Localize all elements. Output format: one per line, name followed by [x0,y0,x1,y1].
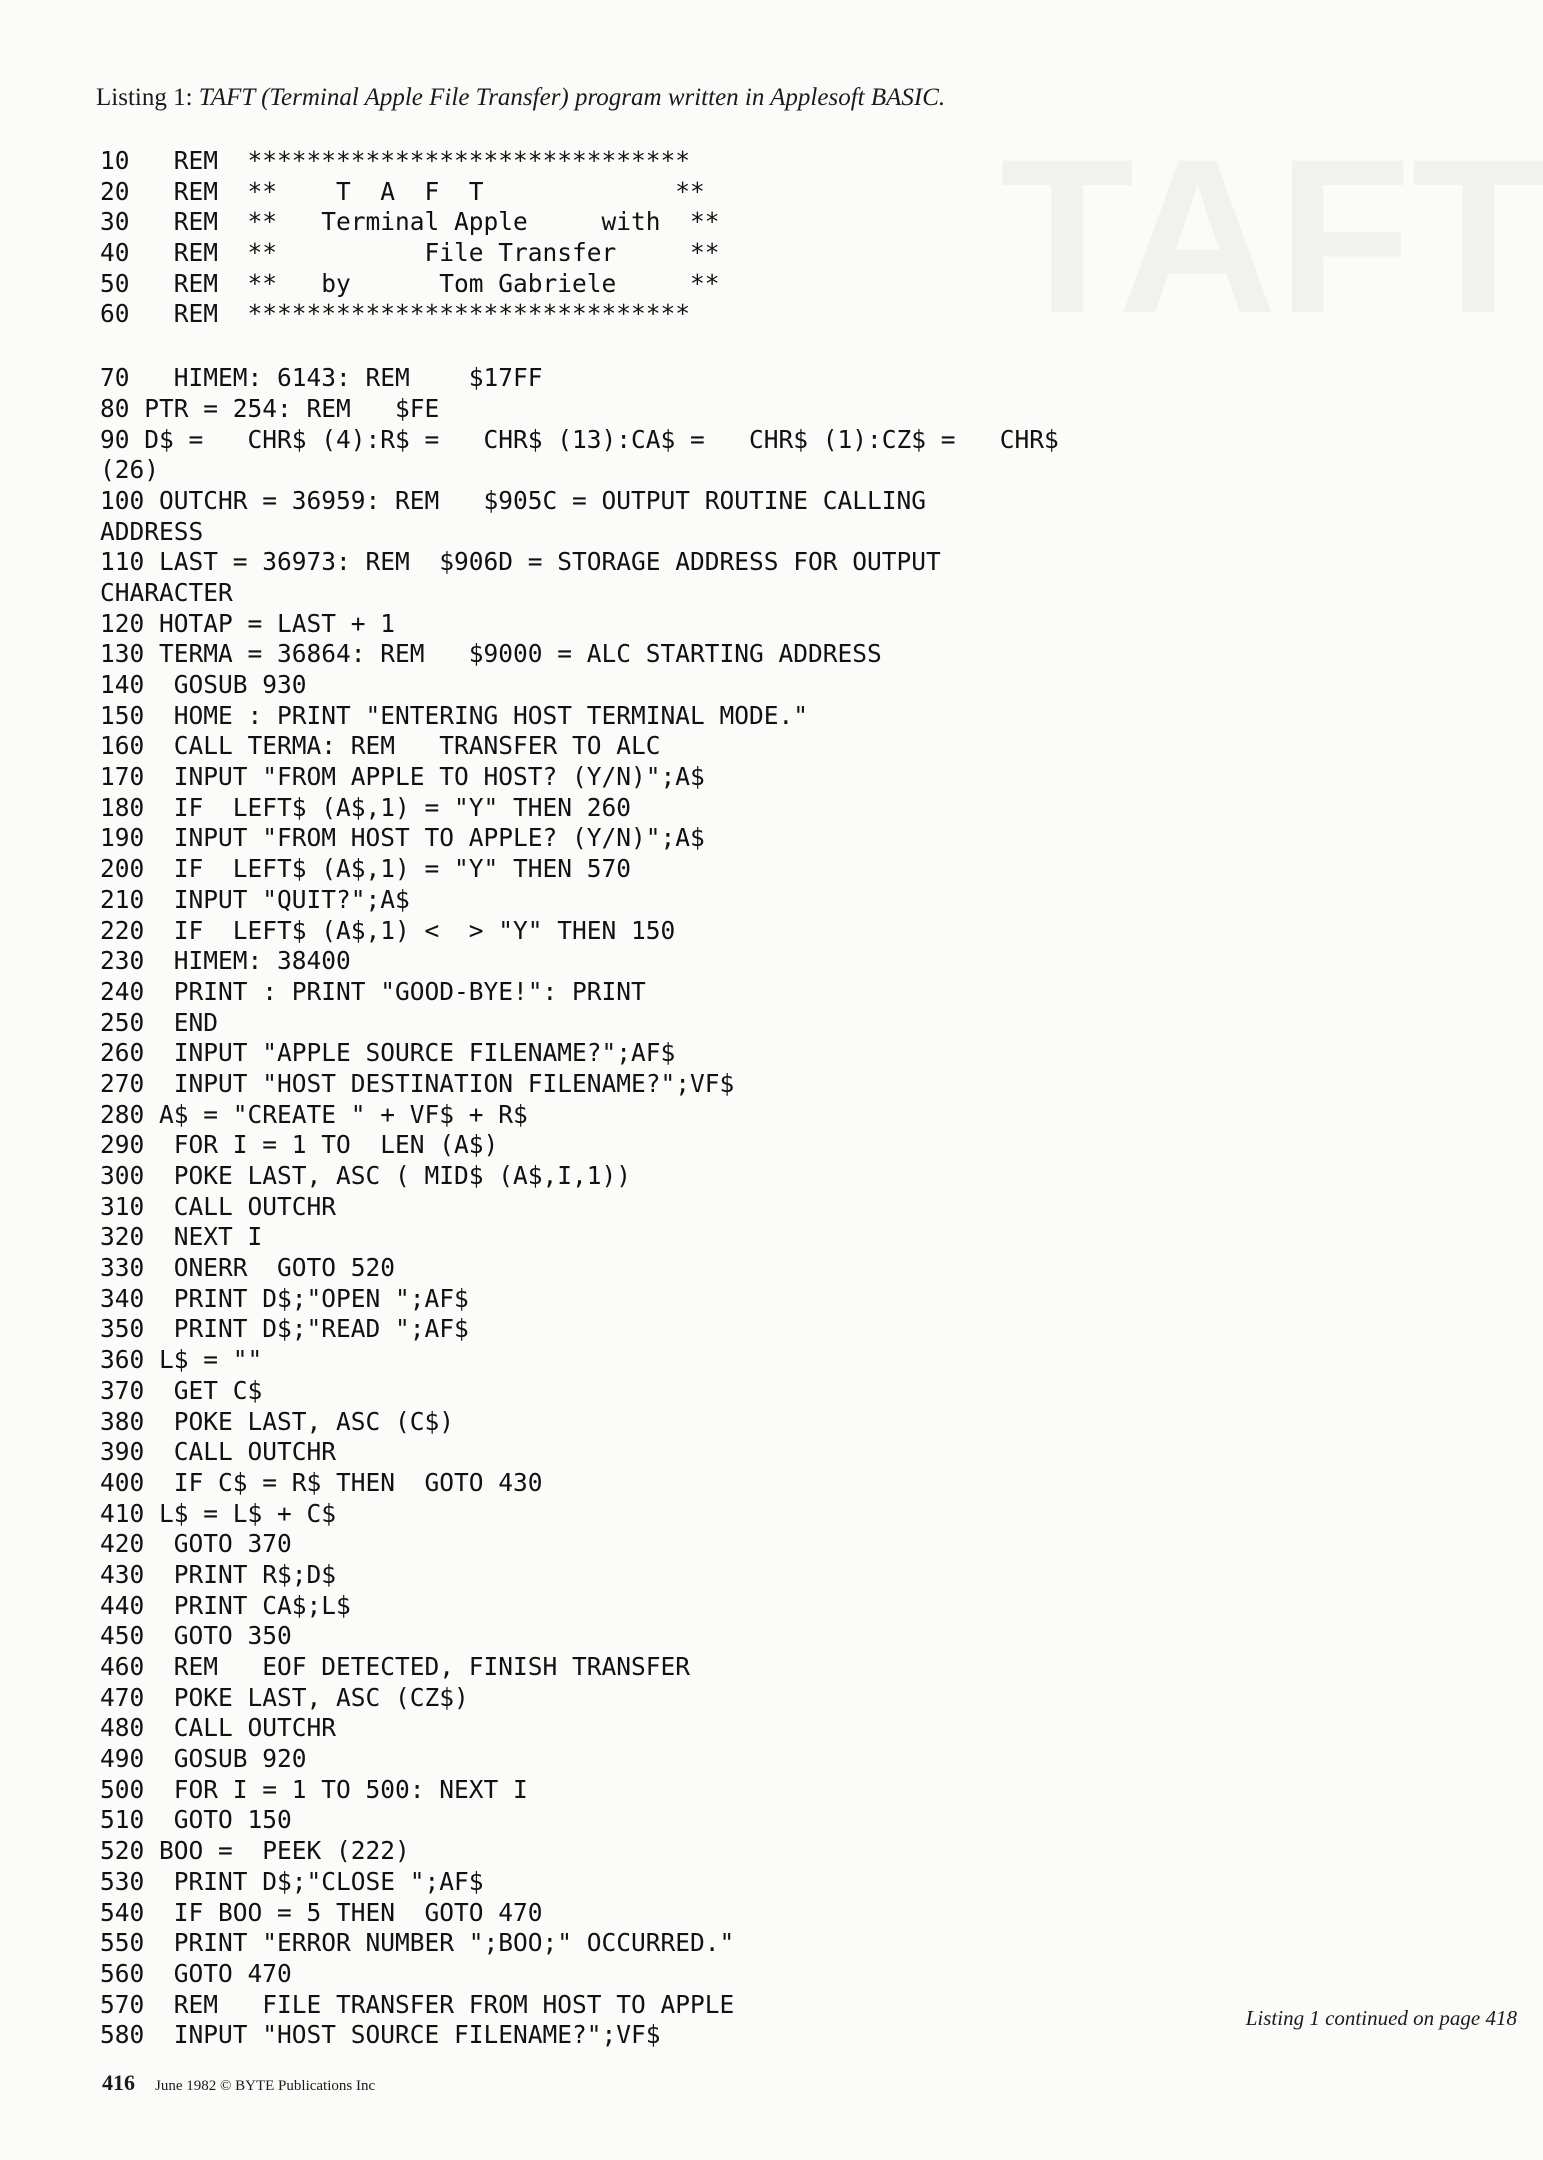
code-line: 170 INPUT "FROM APPLE TO HOST? (Y/N)";A$ [100,762,705,792]
code-line: 340 PRINT D$;"OPEN ";AF$ [100,1283,469,1313]
code-line: 70 HIMEM: 6143: REM $17FF [100,363,543,393]
code-line: 580 INPUT "HOST SOURCE FILENAME?";VF$ [100,2020,661,2050]
code-line: 120 HOTAP = LAST + 1 [100,608,396,638]
page-number: 416 [102,2070,135,2095]
code-line: 510 GOTO 150 [100,1805,292,1835]
code-line: 270 INPUT "HOST DESTINATION FILENAME?";VF$ [100,1068,735,1098]
code-line: 90 D$ = CHR$ (4):R$ = CHR$ (13):CA$ = CHR$ (1):CZ$ = CHR$ [100,424,1059,454]
code-line: 320 NEXT I [100,1222,263,1252]
page-footer [102,2070,375,2096]
code-line: ADDRESS [100,516,204,546]
code-line: 370 GET C$ [100,1375,263,1405]
code-line: 60 REM ****************************** [100,299,691,329]
publication-line: June 1982 © BYTE Publications Inc [155,2078,376,2094]
code-line: 490 GOSUB 920 [100,1744,307,1774]
code-line: 210 INPUT "QUIT?";A$ [100,884,410,914]
code-line: 50 REM ** by Tom Gabriele ** [100,268,720,298]
code-line: 150 HOME : PRINT "ENTERING HOST TERMINAL MODE." [100,700,809,730]
code-line: 130 TERMA = 36864: REM $9000 = ALC STARTING ADDRESS [100,639,882,669]
code-line: 80 PTR = 254: REM $FE [100,393,440,423]
listing-caption [96,82,1396,114]
code-line: 250 END [100,1007,219,1037]
code-line: 520 BOO = PEEK (222) [100,1836,410,1866]
code-line: 40 REM ** File Transfer ** [100,238,720,268]
code-line: 310 CALL OUTCHR [100,1191,337,1221]
code-line: (26) [100,455,160,485]
code-line: 570 REM FILE TRANSFER FROM HOST TO APPLE [100,1989,735,2019]
code-line: 410 L$ = L$ + C$ [100,1498,337,1528]
code-line: 360 L$ = "" [100,1345,263,1375]
code-line: 200 IF LEFT$ (A$,1) = "Y" THEN 570 [100,854,632,884]
code-line: 480 CALL OUTCHR [100,1713,337,1743]
code-line: 290 FOR I = 1 TO LEN (A$) [100,1130,499,1160]
code-line: 470 POKE LAST, ASC (CZ$) [100,1682,469,1712]
caption-title: TAFT (Terminal Apple File Transfer) program written in Applesoft BASIC. [198,84,946,111]
code-line: 530 PRINT D$;"CLOSE ";AF$ [100,1866,484,1896]
code-line: 140 GOSUB 930 [100,670,307,699]
code-line: 240 PRINT : PRINT "GOOD-BYE!": PRINT [100,976,646,1006]
code-line: 180 IF LEFT$ (A$,1) = "Y" THEN 260 [100,792,632,822]
code-line: 300 POKE LAST, ASC ( MID$ (A$,I,1)) [100,1161,632,1190]
code-line: 110 LAST = 36973: REM $906D = STORAGE ADDRESS FOR OUTPUT [100,547,941,577]
code-line: 330 ONERR GOTO 520 [100,1253,396,1283]
code-line: 500 FOR I = 1 TO 500: NEXT I [100,1774,528,1804]
caption-label: Listing 1: [96,84,193,111]
code-line: 390 CALL OUTCHR [100,1437,337,1467]
code-line: CHARACTER [100,577,233,607]
code-line: 280 A$ = "CREATE " + VF$ + R$ [100,1099,528,1129]
code-line: 20 REM ** T A F T ** [100,176,705,206]
code-line: 550 PRINT "ERROR NUMBER ";BOO;" OCCURRED." [100,1928,735,1958]
code-line: 450 GOTO 350 [100,1621,292,1651]
code-line: 30 REM ** Terminal Apple with ** [100,207,720,237]
code-line: 420 GOTO 370 [100,1529,292,1559]
code-line: 160 CALL TERMA: REM TRANSFER TO ALC [100,731,661,761]
code-line: 440 PRINT CA$;L$ [100,1590,351,1620]
code-line: 460 REM EOF DETECTED, FINISH TRANSFER [100,1652,691,1681]
code-line: 540 IF BOO = 5 THEN GOTO 470 [100,1897,543,1927]
code-line: 430 PRINT R$;D$ [100,1559,337,1589]
code-line [100,330,1220,363]
code-listing [100,146,1220,2051]
continued-note: Listing 1 continued on page 418 [1245,2006,1517,2030]
code-line: 100 OUTCHR = 36959: REM $905C = OUTPUT ROUTINE CALLING [100,485,927,515]
code-line: 230 HIMEM: 38400 [100,946,351,976]
code-line: 350 PRINT D$;"READ ";AF$ [100,1314,469,1344]
code-line: 560 GOTO 470 [100,1958,292,1988]
code-line: 400 IF C$ = R$ THEN GOTO 430 [100,1467,543,1497]
code-line: 190 INPUT "FROM HOST TO APPLE? (Y/N)";A$ [100,823,705,853]
code-line: 10 REM ****************************** [100,146,691,175]
code-line: 220 IF LEFT$ (A$,1) < > "Y" THEN 150 [100,915,676,945]
code-line: 260 INPUT "APPLE SOURCE FILENAME?";AF$ [100,1038,676,1068]
code-line: 380 POKE LAST, ASC (C$) [100,1406,455,1436]
